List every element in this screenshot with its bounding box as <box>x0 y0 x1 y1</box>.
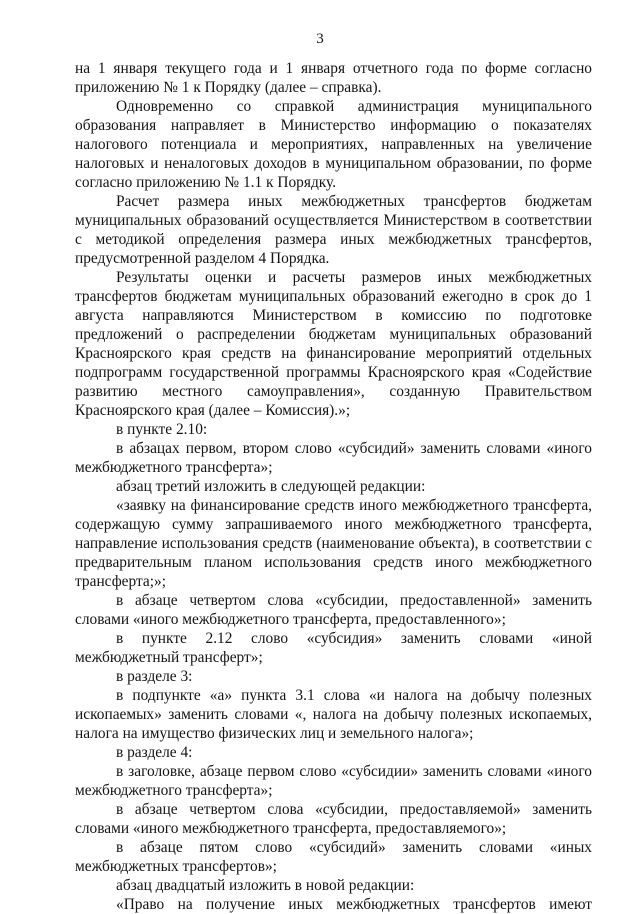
paragraph: в разделе 3: <box>116 668 193 685</box>
page-number: 3 <box>316 31 324 47</box>
paragraph: абзац третий изложить в следующей редакции: <box>116 478 426 495</box>
paragraph: Расчет размера иных межбюджетных трансфертов бюджетам муниципальных образований осуществляется Министерством в соответствии с методикой определения размера иных межбюджетных трансфертов, предусмотренной разделом 4 Порядка. <box>75 193 592 267</box>
paragraph: Одновременно со справкой администрация муниципального образования направляет в Министерство информацию о показателях налогового потенциала и мероприятиях, направленных на увеличение налоговых и неналоговых доходов в муниципальном образовании, по форме согласно приложению № 1.1 к Порядку. <box>75 98 592 191</box>
paragraph: в заголовке, абзаце первом слово «субсидии» заменить словами «иного межбюджетного трансферта»; <box>75 763 592 799</box>
paragraph: Результаты оценки и расчеты размеров иных межбюджетных трансфертов бюджетам муниципальных образований ежегодно в срок до 1 августа направляются Министерством в комиссию по подготовке предложений о распределении бюджетам муниципальных образований Красноярского края средств на финансирование мероприятий отдельных подпрограмм государственной программы Красноярского края «Содействие развитию местного самоуправления», созданную Правительством Красноярского края (далее – Комиссия).»; <box>75 269 592 419</box>
paragraph: в абзаце четвертом слова «субсидии, предоставленной» заменить словами «иного межбюджетного трансферта, предоставленного»; <box>75 592 592 628</box>
document-body <box>75 59 592 914</box>
paragraph: в пункте 2.10: <box>116 421 208 438</box>
paragraph: абзац двадцатый изложить в новой редакции: <box>116 877 415 894</box>
paragraph: на 1 января текущего года и 1 января отчетного года по форме согласно приложению № 1 к Порядку (далее – справка). <box>75 60 592 96</box>
paragraph: «Право на получение иных межбюджетных трансфертов имеют <box>116 896 592 913</box>
paragraph: в подпункте «а» пункта 3.1 слова «и налога на добычу полезных ископаемых» заменить словами «, налога на добычу полезных ископаемых, налога на имущество физических лиц и земельного налога»; <box>75 687 592 742</box>
paragraph: в абзаце четвертом слова «субсидии, предоставляемой» заменить словами «иного межбюджетного трансферта, предоставляемого»; <box>75 801 592 837</box>
paragraph: «заявку на финансирование средств иного межбюджетного трансферта, содержащую сумму запрашиваемого иного межбюджетного трансферта, направление использования средств (наименование объекта), в соответствии с предварительным планом использования средств иного межбюджетного трансферта;»; <box>75 497 592 590</box>
paragraph: в пункте 2.12 слово «субсидия» заменить словами «иной межбюджетный трансферт»; <box>75 630 592 666</box>
paragraph: в абзаце пятом слово «субсидий» заменить словами «иных межбюджетных трансфертов»; <box>75 839 592 875</box>
paragraph: в разделе 4: <box>116 744 193 761</box>
paragraph: в абзацах первом, втором слово «субсидий» заменить словами «иного межбюджетного трансферта»; <box>75 440 592 476</box>
